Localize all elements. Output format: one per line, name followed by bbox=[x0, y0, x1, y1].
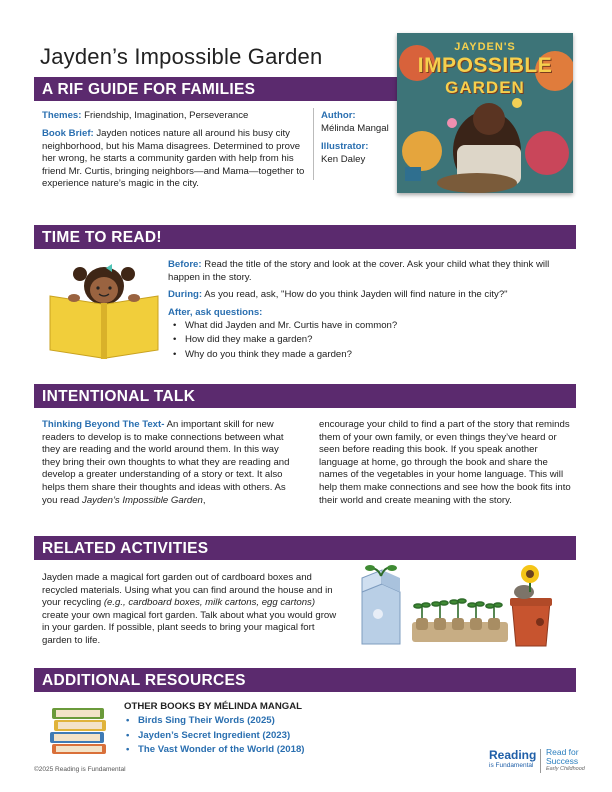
cover-title-line3: GARDEN bbox=[445, 78, 525, 97]
rfs-line1: Read for bbox=[546, 747, 579, 757]
rfs-line3: Early Childhood bbox=[546, 766, 585, 772]
during-text: As you read, ask, "How do you think Jayden will find nature in the city?" bbox=[204, 289, 508, 300]
talk-col1-end: , bbox=[202, 494, 206, 506]
talk-column-1 bbox=[42, 419, 290, 507]
brief-text: Jayden notices nature all around his busy city neighborhood, but his Mama disagrees. Determined to prove her wrong, he starts a community garden with help from his friend Mr. Curtis, bringing neighbors—and Mama—together to experience nature’s magic in the city. bbox=[42, 128, 305, 190]
talk-column-2: encourage your child to find a part of the story that reminds them of your own family, or even things they’ve heard or seen before reading this book. If you speak another language at home, go through the book and share the names of the vegetables in your home language. This will help them make connections and see how the book fits into their world and create meaning with the story. bbox=[319, 419, 571, 506]
list-item: • What did Jayden and Mr. Curtis have in common? bbox=[168, 319, 568, 333]
brief-label: Book Brief: bbox=[42, 128, 94, 139]
cover-title-line2: IMPOSSIBLE bbox=[417, 54, 553, 77]
talk-book-title: Jayden’s Impossible Garden bbox=[82, 494, 203, 506]
read-for-success-logo bbox=[546, 748, 585, 773]
rfs-line2: Success bbox=[546, 756, 579, 766]
author-name: Mélinda Mangal bbox=[321, 122, 389, 134]
during-paragraph bbox=[168, 289, 574, 302]
activities-text-a: Jayden made a magical fort garden out of cardboard boxes and recycled materials. Using what you can find around the house and in your recycling bbox=[42, 572, 333, 609]
related-activities-heading: RELATED ACTIVITIES bbox=[34, 536, 576, 560]
other-books-list bbox=[124, 714, 384, 758]
themes-line bbox=[42, 110, 312, 123]
during-label: During: bbox=[168, 289, 203, 300]
reading-book-icon bbox=[44, 256, 164, 360]
list-item[interactable]: • The Vast Wonder of the World (2018) bbox=[124, 743, 384, 758]
other-books-heading: OTHER BOOKS BY MÉLINDA MANGAL bbox=[124, 701, 303, 712]
time-to-read-heading: TIME TO READ! bbox=[34, 225, 576, 249]
book-stack-icon bbox=[48, 704, 112, 756]
additional-resources-heading: ADDITIONAL RESOURCES bbox=[34, 668, 576, 692]
author-block bbox=[321, 110, 389, 166]
after-label: After, ask questions: bbox=[168, 307, 263, 318]
rif-logo bbox=[489, 749, 536, 770]
page-title: Jayden’s Impossible Garden bbox=[40, 44, 323, 69]
question-list bbox=[168, 319, 568, 362]
book-cover bbox=[397, 33, 573, 193]
themes-value: Friendship, Imagination, Perseverance bbox=[84, 110, 249, 121]
illustrator-label: Illustrator: bbox=[321, 141, 369, 153]
before-label: Before: bbox=[168, 259, 202, 270]
talk-col1-text: An important skill for new readers to develop is to make connections between what they are reading and the world around them. In this way they bring their own thoughts to what they are reading and develop a greater understanding of a story or text. It also helps them share their thoughts and ideas with others. As you read bbox=[42, 419, 290, 506]
rif-logo-line1: Reading bbox=[489, 748, 537, 762]
themes-label: Themes: bbox=[42, 110, 82, 121]
activities-text-italic: (e.g., cardboard boxes, milk cartons, egg cartons) bbox=[103, 597, 316, 609]
activities-text bbox=[42, 572, 342, 648]
talk-label: Thinking Beyond The Text- bbox=[42, 419, 165, 430]
list-item: • Why do you think they made a garden? bbox=[168, 348, 568, 362]
list-item[interactable]: • Birds Sing Their Words (2025) bbox=[124, 714, 384, 729]
illustrator-name: Ken Daley bbox=[321, 153, 366, 165]
cover-title-line1: JAYDEN'S bbox=[454, 41, 516, 53]
copyright: ©2025 Reading is Fundamental bbox=[34, 766, 126, 773]
guide-banner: A RIF GUIDE FOR FAMILIES bbox=[34, 77, 402, 101]
before-text: Read the title of the story and look at the cover. Ask your child what they think will happen in the story. bbox=[168, 259, 550, 283]
planter-illustration bbox=[354, 562, 560, 652]
intentional-talk-heading: INTENTIONAL TALK bbox=[34, 384, 576, 408]
book-stack-illustration bbox=[48, 704, 112, 761]
before-paragraph bbox=[168, 259, 574, 284]
logo-divider bbox=[540, 749, 541, 773]
author-divider bbox=[313, 108, 314, 180]
list-item[interactable]: • Jayden’s Secret Ingredient (2023) bbox=[124, 729, 384, 744]
activities-text-b: create your own magical fort garden. Talk about what you would grow in your garden. If possible, plant seeds to bring your magical fort garden to life. bbox=[42, 609, 337, 646]
list-item: • How did they make a garden? bbox=[168, 333, 568, 347]
book-brief bbox=[42, 128, 314, 191]
rif-logo-line2: is Fundamental bbox=[489, 762, 534, 769]
author-label: Author: bbox=[321, 110, 356, 121]
child-reading-illustration bbox=[44, 256, 164, 365]
garden-illustration bbox=[354, 562, 560, 657]
